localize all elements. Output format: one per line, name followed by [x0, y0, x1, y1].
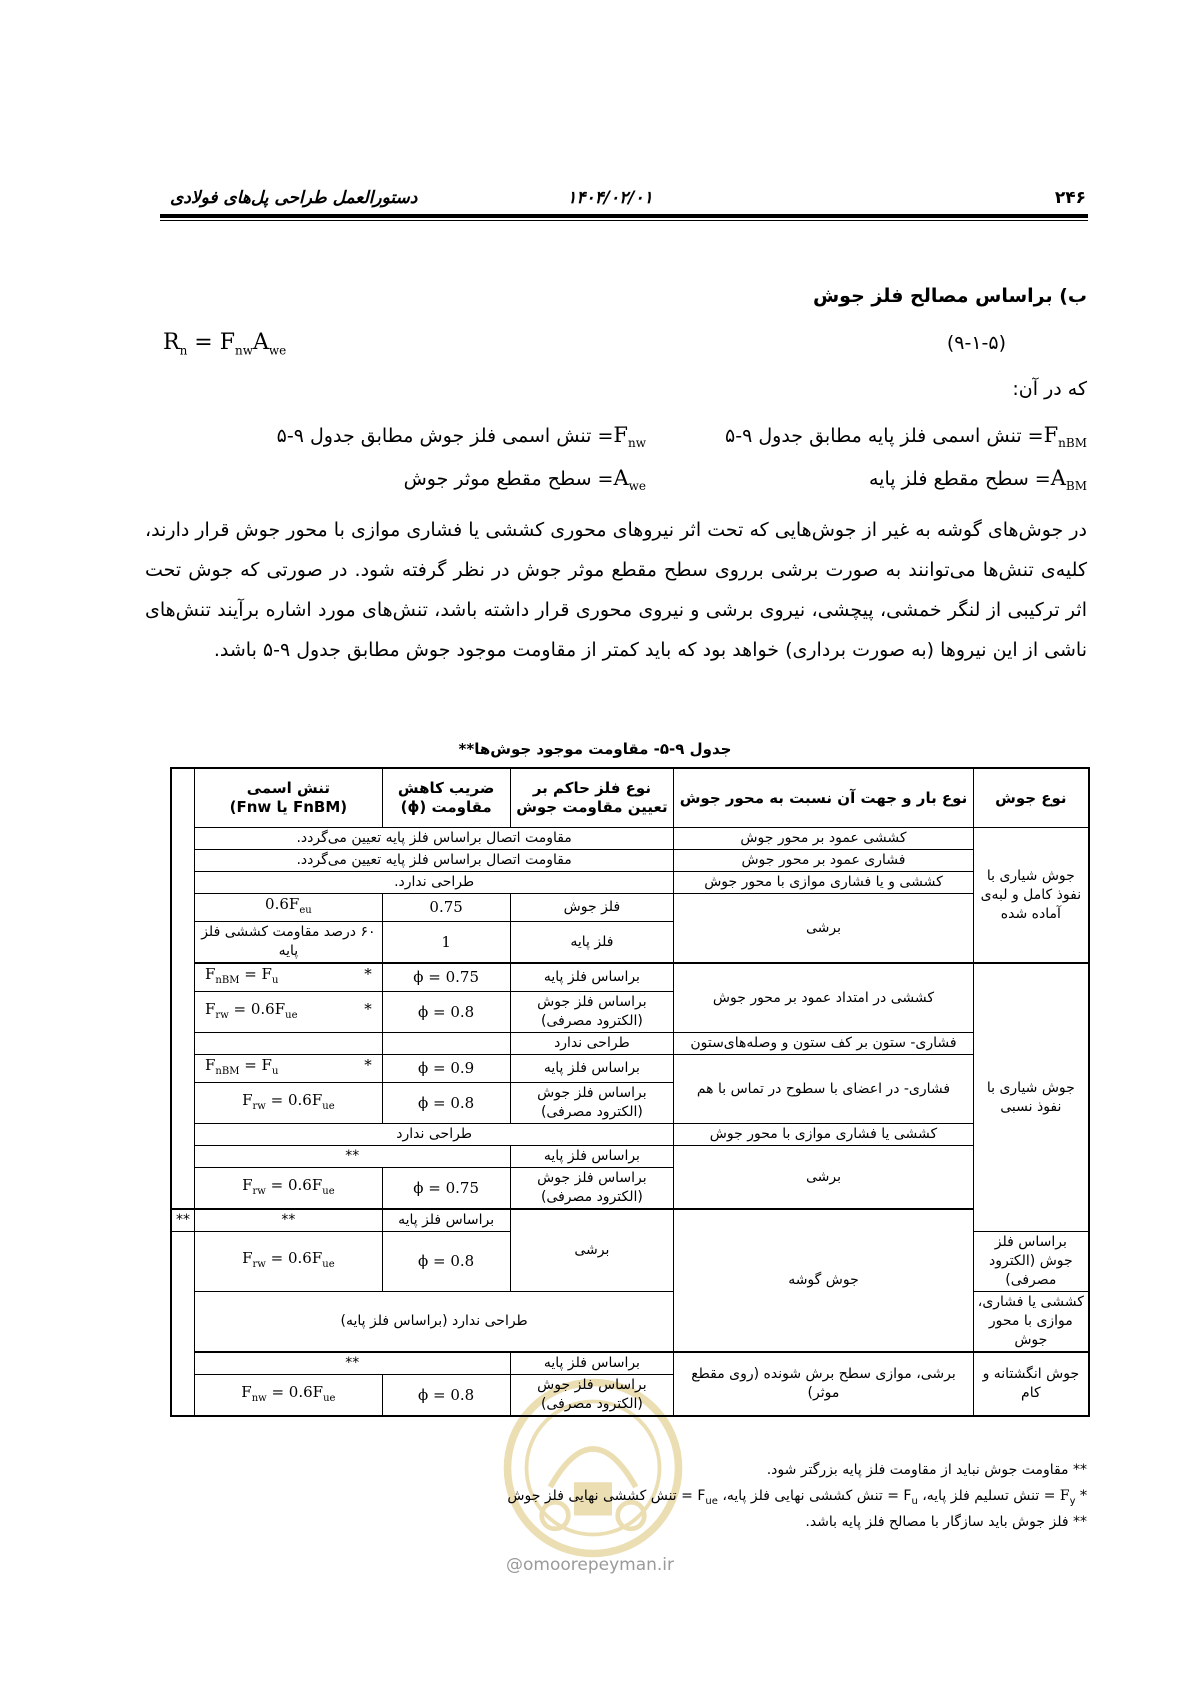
footnote-2: * $F_y$ = تنش تسلیم فلز پایه، $F_u$ = تنش کششی نهایی فلز پایه، $F_{ue}$ = تنش کششی نهایی فلز جوش: [507, 1488, 1087, 1507]
metal-cell: طراحی ندارد: [510, 1033, 674, 1055]
phi-cell: 1: [382, 922, 510, 964]
table-row: [171, 963, 1089, 992]
stress-cell: **: [171, 1209, 195, 1232]
merged-cell: طراحی ندارد: [195, 1124, 674, 1146]
metal-cell: فلز پایه: [510, 922, 674, 964]
phi-cell: ϕ = 0.8: [382, 992, 510, 1033]
metal-cell: براساس فلز پایه: [510, 1146, 674, 1168]
equation-number: (۹-۱-۵): [946, 332, 1006, 354]
body-paragraph: در جوش‌های گوشه به غیر از جوش‌هایی که تحت اثر نیروهای محوری کششی یا فشاری موازی با محور جوش قرار دارند، کلیه‌ی تنش‌ها می‌توانند به صورت برشی برروی سطح مقطع موثر جوش در نظر گرفته شود. در صورتی که جوش تحت اثر ترکیبی از لنگر خمشی، پیچشی، نیروی برشی و نیروی محوری قرار داشته باشد، تنش‌های مورد اشاره برآیند تنش‌های ناشی از این نیروها (به صورت برداری) خواهد بود که باید کمتر از مقاومت موجود جوش مطابق جدول ۹-۵ باشد.: [145, 519, 1087, 661]
phi-cell: **: [195, 1209, 383, 1232]
load-cell: فشاری- در اعضای با سطوح در تماس با هم: [674, 1055, 973, 1124]
group-pjp: جوش شیاری با نفوذ نسبی: [973, 963, 1089, 1232]
load-cell: فشاری عمود بر محور جوش: [674, 850, 973, 872]
phi-cell: ϕ = 0.75: [382, 1168, 510, 1210]
metal-cell: براساس فلز جوش (الکترود مصرفی): [510, 992, 674, 1033]
weld-strength-table: [170, 767, 1090, 1417]
definition-fnw: $F_{nw}=$ تنش اسمی فلز جوش مطابق جدول ۹-۵: [276, 423, 646, 451]
table-row: [171, 850, 1089, 872]
header-rule-thick: [160, 214, 1088, 218]
formula: $R_n = F_{nw}A_{we}$: [163, 330, 287, 358]
table-row: [171, 1146, 1089, 1168]
page-number: ۲۴۶: [1054, 188, 1086, 208]
metal-cell: براساس فلز پایه: [510, 1055, 674, 1083]
load-cell: برشی: [674, 894, 973, 964]
stress-cell: $F_{rw} = 0.6F_{ue}$: [195, 1232, 383, 1292]
table-row: [171, 1033, 1089, 1055]
group-fillet: جوش گوشه: [674, 1209, 973, 1352]
table-header-row: [171, 768, 1089, 828]
metal-cell: براساس فلز جوش (الکترود مصرفی): [510, 1375, 674, 1417]
table-row: [171, 1352, 1089, 1375]
where-label: که در آن:: [1012, 378, 1087, 400]
stress-cell: $F_{rw} = 0.6F_{ue}$ *: [195, 992, 383, 1033]
section-title: ب) براساس مصالح فلز جوش: [812, 285, 1087, 307]
merged-cell: **: [195, 1146, 511, 1168]
load-cell: برشی: [674, 1146, 973, 1210]
metal-cell: براساس فلز جوش (الکترود مصرفی): [510, 1083, 674, 1124]
definition-fnbm: $F_{nBM}=$ تنش اسمی فلز پایه مطابق جدول ۹-۵: [725, 423, 1087, 451]
table-row: [171, 894, 1089, 922]
footnote-1: ** مقاومت جوش نباید از مقاومت فلز پایه بزرگتر شود.: [766, 1462, 1087, 1478]
load-cell: کششی یا فشاری، موازی با محور جوش: [973, 1292, 1089, 1353]
merged-cell: مقاومت اتصال براساس فلز پایه تعیین می‌گردد.: [195, 828, 674, 850]
stress-cell: $F_{rw} = 0.6F_{ue}$: [195, 1083, 383, 1124]
phi-cell: ϕ = 0.8: [382, 1083, 510, 1124]
stress-cell: [195, 1033, 383, 1055]
table-row: [171, 1124, 1089, 1146]
metal-cell: براساس فلز پایه: [510, 1352, 674, 1375]
website-watermark: @omoorepeyman.ir: [505, 1555, 675, 1575]
phi-cell: ϕ = 0.9: [382, 1055, 510, 1083]
phi-cell: [382, 1033, 510, 1055]
merged-cell: مقاومت اتصال براساس فلز پایه تعیین می‌گردد.: [195, 850, 674, 872]
group-cjp: جوش شیاری با نفوذ کامل و لبه‌ی آماده شده: [973, 828, 1089, 964]
merged-cell: طراحی ندارد.: [195, 872, 674, 894]
table-row: [171, 872, 1089, 894]
header-nominal-stress: تنش اسمی (FnBM یا Fnw): [195, 768, 383, 828]
phi-cell: 0.75: [382, 894, 510, 922]
phi-cell: ϕ = 0.8: [382, 1232, 510, 1292]
header-metal: نوع فلز حاکم بر تعیین مقاومت جوش: [510, 768, 674, 828]
stress-cell: ۶۰ درصد مقاومت کششی فلز پایه: [195, 922, 383, 964]
metal-cell: براساس فلز جوش (الکترود مصرفی): [973, 1232, 1089, 1292]
load-cell: کششی و یا فشاری موازی با محور جوش: [674, 872, 973, 894]
definition-awe: $A_{we}=$ سطح مقطع موثر جوش: [403, 466, 646, 494]
load-cell: کششی در امتداد عمود بر محور جوش: [674, 963, 973, 1033]
load-cell: برشی، موازی سطح برش شونده (روی مقطع موثر): [674, 1352, 973, 1416]
table-row: [171, 1209, 1089, 1232]
merged-cell: **: [195, 1352, 511, 1375]
metal-cell: براساس فلز جوش (الکترود مصرفی): [510, 1168, 674, 1210]
table-row: [171, 828, 1089, 850]
group-plug-slot: جوش انگشتانه و کام: [973, 1352, 1089, 1416]
stress-cell: $F_{rw} = 0.6F_{ue}$: [195, 1168, 383, 1210]
stress-cell: $F_{nBM} = F_u$ *: [195, 1055, 383, 1083]
phi-cell: ϕ = 0.8: [382, 1375, 510, 1417]
header-title: دستورالعمل طراحی پل‌های فولادی: [170, 188, 418, 208]
load-cell: برشی: [510, 1209, 674, 1292]
metal-cell: براساس فلز پایه: [382, 1209, 510, 1232]
metal-cell: براساس فلز پایه: [510, 963, 674, 992]
table-row: [171, 1055, 1089, 1083]
stress-cell: $F_{nBM} = F_u$ *: [195, 963, 383, 992]
header-load-type: نوع بار و جهت آن نسبت به محور جوش: [674, 768, 973, 828]
phi-cell: ϕ = 0.75: [382, 963, 510, 992]
load-cell: کششی عمود بر محور جوش: [674, 828, 973, 850]
header-date: ۱۴۰۴/۰۲/۰۱: [567, 188, 653, 208]
merged-cell: طراحی ندارد (براساس فلز پایه): [195, 1292, 674, 1353]
metal-cell: فلز جوش: [510, 894, 674, 922]
load-cell: فشاری- ستون بر کف ستون و وصله‌های‌ستون: [674, 1033, 973, 1055]
stress-cell: $0.6F_{eu}$: [195, 894, 383, 922]
footnote-3: ** فلز جوش باید سازگار با مصالح فلز پایه باشد.: [805, 1514, 1087, 1530]
header-phi: ضریب کاهش مقاومت (ϕ): [382, 768, 510, 828]
stress-cell: $F_{nw} = 0.6F_{ue}$: [195, 1375, 383, 1417]
header-rule-thin: [160, 220, 1088, 221]
load-cell: کششی یا فشاری موازی با محور جوش: [674, 1124, 973, 1146]
table-caption: جدول ۹-۵- مقاومت موجود جوش‌ها**: [458, 740, 732, 758]
header-weld-type: نوع جوش: [973, 768, 1089, 828]
definition-abm: $A_{BM}=$ سطح مقطع فلز پایه: [868, 466, 1087, 494]
